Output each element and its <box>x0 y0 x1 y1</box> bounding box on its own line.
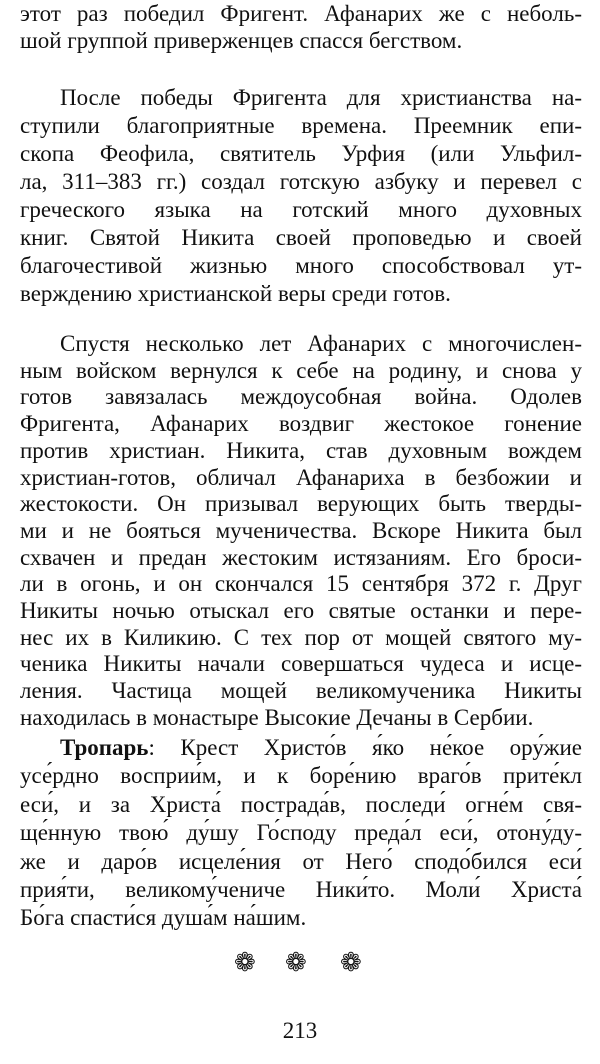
text-line: греческого языка на готский много духовных <box>20 197 582 222</box>
text-line: ным войском вернулся к себе на родину, и снова у <box>20 357 582 383</box>
text-line: ми и не бояться мученичества. Вскоре Никита был <box>20 517 582 543</box>
text-line: Фригента, Афанарих воздвиг жестокое гонение <box>20 411 582 437</box>
text-line: скопа Феофила, святитель Урфия (или Ульфил- <box>20 141 582 166</box>
page-number: 213 <box>282 1018 318 1043</box>
text-line: ступили благоприятные времена. Преемник епи- <box>20 113 582 138</box>
text-line: благочестивой жизнью много способствовал ут- <box>20 253 582 278</box>
text-line: усе́рдно восприи́м, и к боре́нию враго́в прите́кл <box>20 763 582 789</box>
text-line: ще́нную твою́ ду́шу Го́споду преда́л еси́, отону́ду- <box>20 820 582 846</box>
text-line: шой группой приверженцев спасся бегством. <box>20 28 463 53</box>
text-line: Бо́га спасти́ся душа́м на́шим. <box>20 905 307 931</box>
text-line: ла, 311–383 гг.) создал готскую азбуку и перевел с <box>20 169 582 194</box>
text-line: ли в огонь, и он скончался 15 сентября 372 г. Друг <box>20 571 582 597</box>
flower-ornament-icon: ❁ <box>340 948 362 977</box>
text-line: ления. Частица мощей великомученика Никиты <box>20 678 582 704</box>
section-divider-ornament <box>0 948 600 980</box>
text-line: Никиты ночью отыскал его святые останки и пере- <box>20 598 582 624</box>
troparion-paragraph <box>20 734 582 933</box>
text-line: готов завязалась междоусобная война. Одолев <box>20 384 582 410</box>
troparion-first-line: : Крест Христо́в я́ко не́кое ору́жие <box>148 735 582 760</box>
text-line: схвачен и предан жестоким истязаниям. Его броси- <box>20 544 582 570</box>
paragraph-2 <box>20 84 582 308</box>
flower-ornament-icon: ❁ <box>234 948 256 977</box>
text-line: же и даро́в исцеле́ния от Него́ сподо́бился еси́ <box>20 848 582 874</box>
text-line: христиан-готов, обличал Афанариха в безбожии и <box>20 464 582 490</box>
text-line: против христиан. Никита, став духовным вождем <box>20 437 582 463</box>
troparion-label: Тропарь <box>60 735 149 760</box>
flower-ornament-icon: ❁ <box>285 948 307 977</box>
text-line: этот раз победил Фригент. Афанарих же с неболь- <box>20 1 582 26</box>
text-line: ченика Никиты начали совершаться чудеса и исце- <box>20 651 582 677</box>
text-line: находилась в монастыре Высокие Дечаны в Сербии. <box>20 704 534 730</box>
text-line: нес их в Киликию. С тех пор от мощей святого му- <box>20 624 582 650</box>
text-line: книг. Святой Никита своей проповедью и своей <box>20 225 582 250</box>
text-line: верждению христианской веры среди готов. <box>20 281 451 306</box>
text-line: прия́ти, великому́чениче Ники́то. Моли́ Христа́ <box>20 877 582 903</box>
text-line: Спустя несколько лет Афанарих с многочислен- <box>60 331 582 356</box>
paragraph-1 <box>20 0 582 54</box>
text-line: После победы Фригента для христианства на- <box>60 85 582 110</box>
paragraph-3 <box>20 331 582 732</box>
text-line: жестокости. Он призывал верующих быть тверды- <box>20 491 582 517</box>
text-line <box>20 734 582 762</box>
text-line: еси́, и за Христа́ пострада́в, последи́ огне́м свя- <box>20 791 582 817</box>
